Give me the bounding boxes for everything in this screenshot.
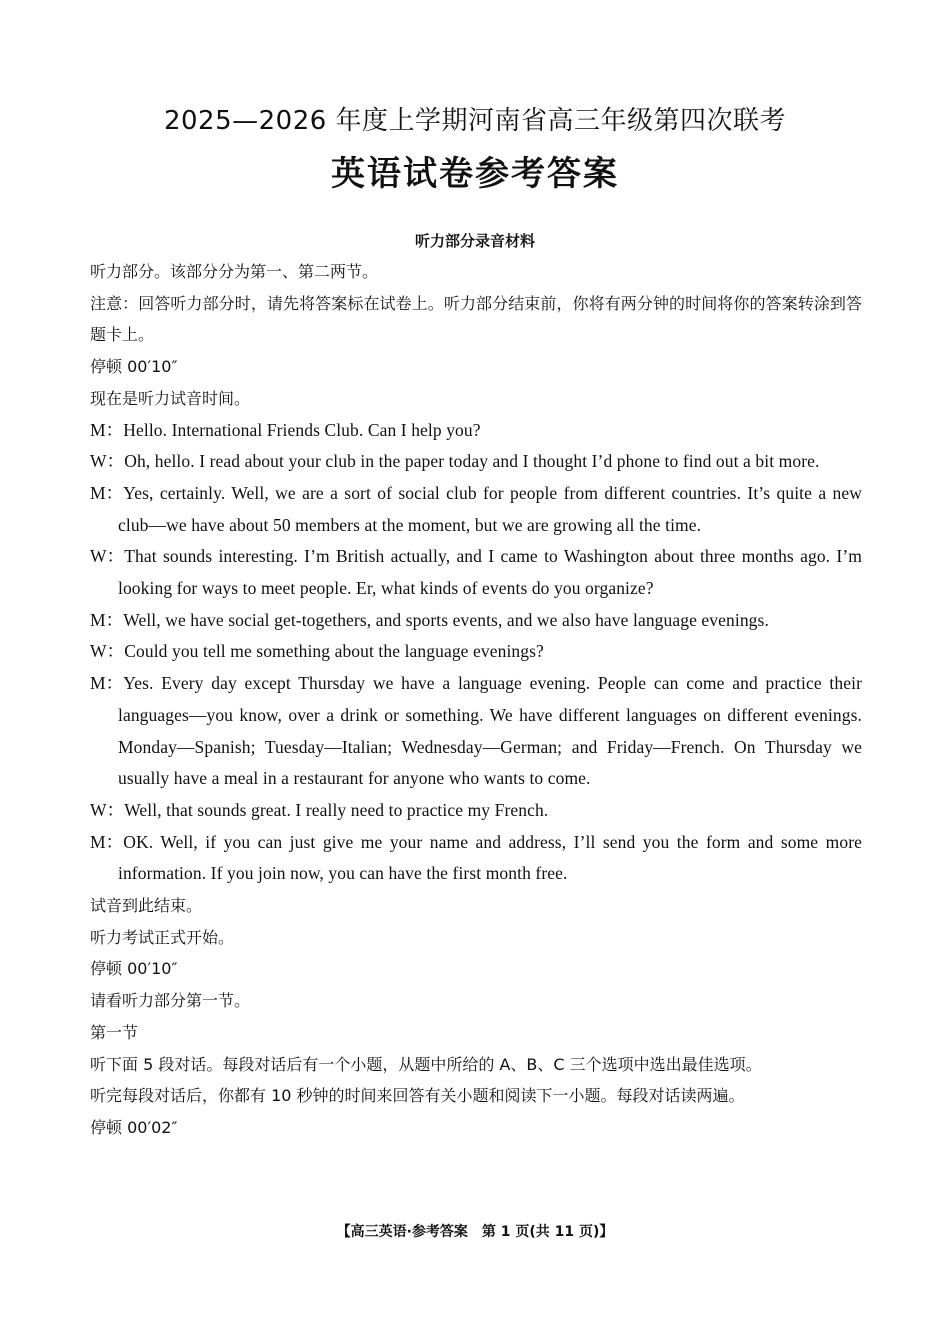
intro-paragraph: 停顿 00′10″ bbox=[90, 357, 178, 377]
dialogue-text: OK. Well, if you can just give me your name and address, I’ll send you the form and some more information. If you join now, you can have the first month free. bbox=[118, 831, 862, 884]
dialogue-text: Yes. Every day except Thursday we have a language evening. People can come and practice their languages—you know, over a drink or something. We have different languages on different evenings. Monday—Spanish; Tuesday—Italian; Wednesday—German; and Friday—French. On Thursday we usually have a meal in a restaurant for anyone who wants to come. bbox=[118, 673, 862, 789]
outro-paragraph: 听完每段对话后，你都有 10 秒钟的时间来回答有关小题和阅读下一小题。每段对话读两遍。 bbox=[90, 1086, 745, 1106]
intro-paragraph: 现在是听力试音时间。 bbox=[90, 388, 251, 408]
dialogue-text: Oh, hello. I read about your club in the paper today and I thought I’d phone to find out a bit more. bbox=[124, 451, 820, 472]
speaker-label: M： bbox=[90, 609, 124, 630]
speaker-label: M： bbox=[90, 831, 124, 852]
dialogue-line bbox=[90, 795, 862, 827]
speaker-label: W： bbox=[90, 451, 125, 472]
outro-paragraph: 停顿 00′10″ bbox=[90, 959, 178, 979]
dialogue-line bbox=[90, 541, 862, 604]
outro-paragraph: 听下面 5 段对话。每段对话后有一个小题，从题中所给的 A、B、C 三个选项中选出最佳选项。 bbox=[90, 1054, 762, 1074]
dialogue-line bbox=[90, 415, 862, 447]
speaker-label: W： bbox=[90, 546, 125, 567]
dialogue-line bbox=[90, 636, 862, 668]
dialogue-text: Yes, certainly. Well, we are a sort of social club for people from different countries. It’s quite a new club—we have about 50 members at the moment, but we are growing all the time. bbox=[118, 482, 862, 535]
dialogue-text: Well, we have social get-togethers, and sports events, and we also have language evenings. bbox=[123, 609, 769, 630]
section-title: 听力部分录音材料 bbox=[414, 232, 535, 250]
speaker-label: M： bbox=[90, 673, 124, 694]
dialogue-line bbox=[90, 668, 862, 795]
dialogue-line bbox=[90, 478, 862, 541]
dialogue-line bbox=[90, 605, 862, 637]
document-title-line1: 2025—2026 年度上学期河南省高三年级第四次联考 bbox=[163, 106, 787, 136]
speaker-label: M： bbox=[90, 419, 124, 440]
outro-paragraph: 听力考试正式开始。 bbox=[90, 927, 235, 947]
dialogue-text: Could you tell me something about the language evenings? bbox=[124, 641, 544, 662]
speaker-label: W： bbox=[90, 799, 125, 820]
document-title-line2: 英语试卷参考答案 bbox=[331, 154, 619, 194]
outro-paragraph: 停顿 00′02″ bbox=[90, 1117, 178, 1137]
document-body bbox=[90, 256, 862, 1144]
dialogue-text: Hello. International Friends Club. Can I help you? bbox=[123, 419, 481, 440]
outro-paragraph: 试音到此结束。 bbox=[90, 896, 203, 916]
page-footer: 【高三英语·参考答案 第 1 页(共 11 页)】 bbox=[336, 1224, 614, 1240]
intro-paragraph: 注意：回答听力部分时，请先将答案标在试卷上。听力部分结束前，你将有两分钟的时间将你的答案转涂到答题卡上。 bbox=[90, 293, 862, 345]
dialogue-text: That sounds interesting. I’m British actually, and I came to Washington about three months ago. I’m looking for ways to meet people. Er, what kinds of events do you organize? bbox=[118, 546, 862, 599]
outro-paragraph: 请看听力部分第一节。 bbox=[90, 991, 251, 1011]
dialogue-line bbox=[90, 446, 862, 478]
speaker-label: W： bbox=[90, 641, 125, 662]
intro-paragraph: 听力部分。该部分分为第一、第二两节。 bbox=[90, 262, 379, 281]
dialogue-text: Well, that sounds great. I really need to practice my French. bbox=[124, 799, 549, 820]
speaker-label: M： bbox=[90, 482, 124, 503]
outro-paragraph: 第一节 bbox=[90, 1022, 139, 1042]
dialogue-line bbox=[90, 827, 862, 890]
